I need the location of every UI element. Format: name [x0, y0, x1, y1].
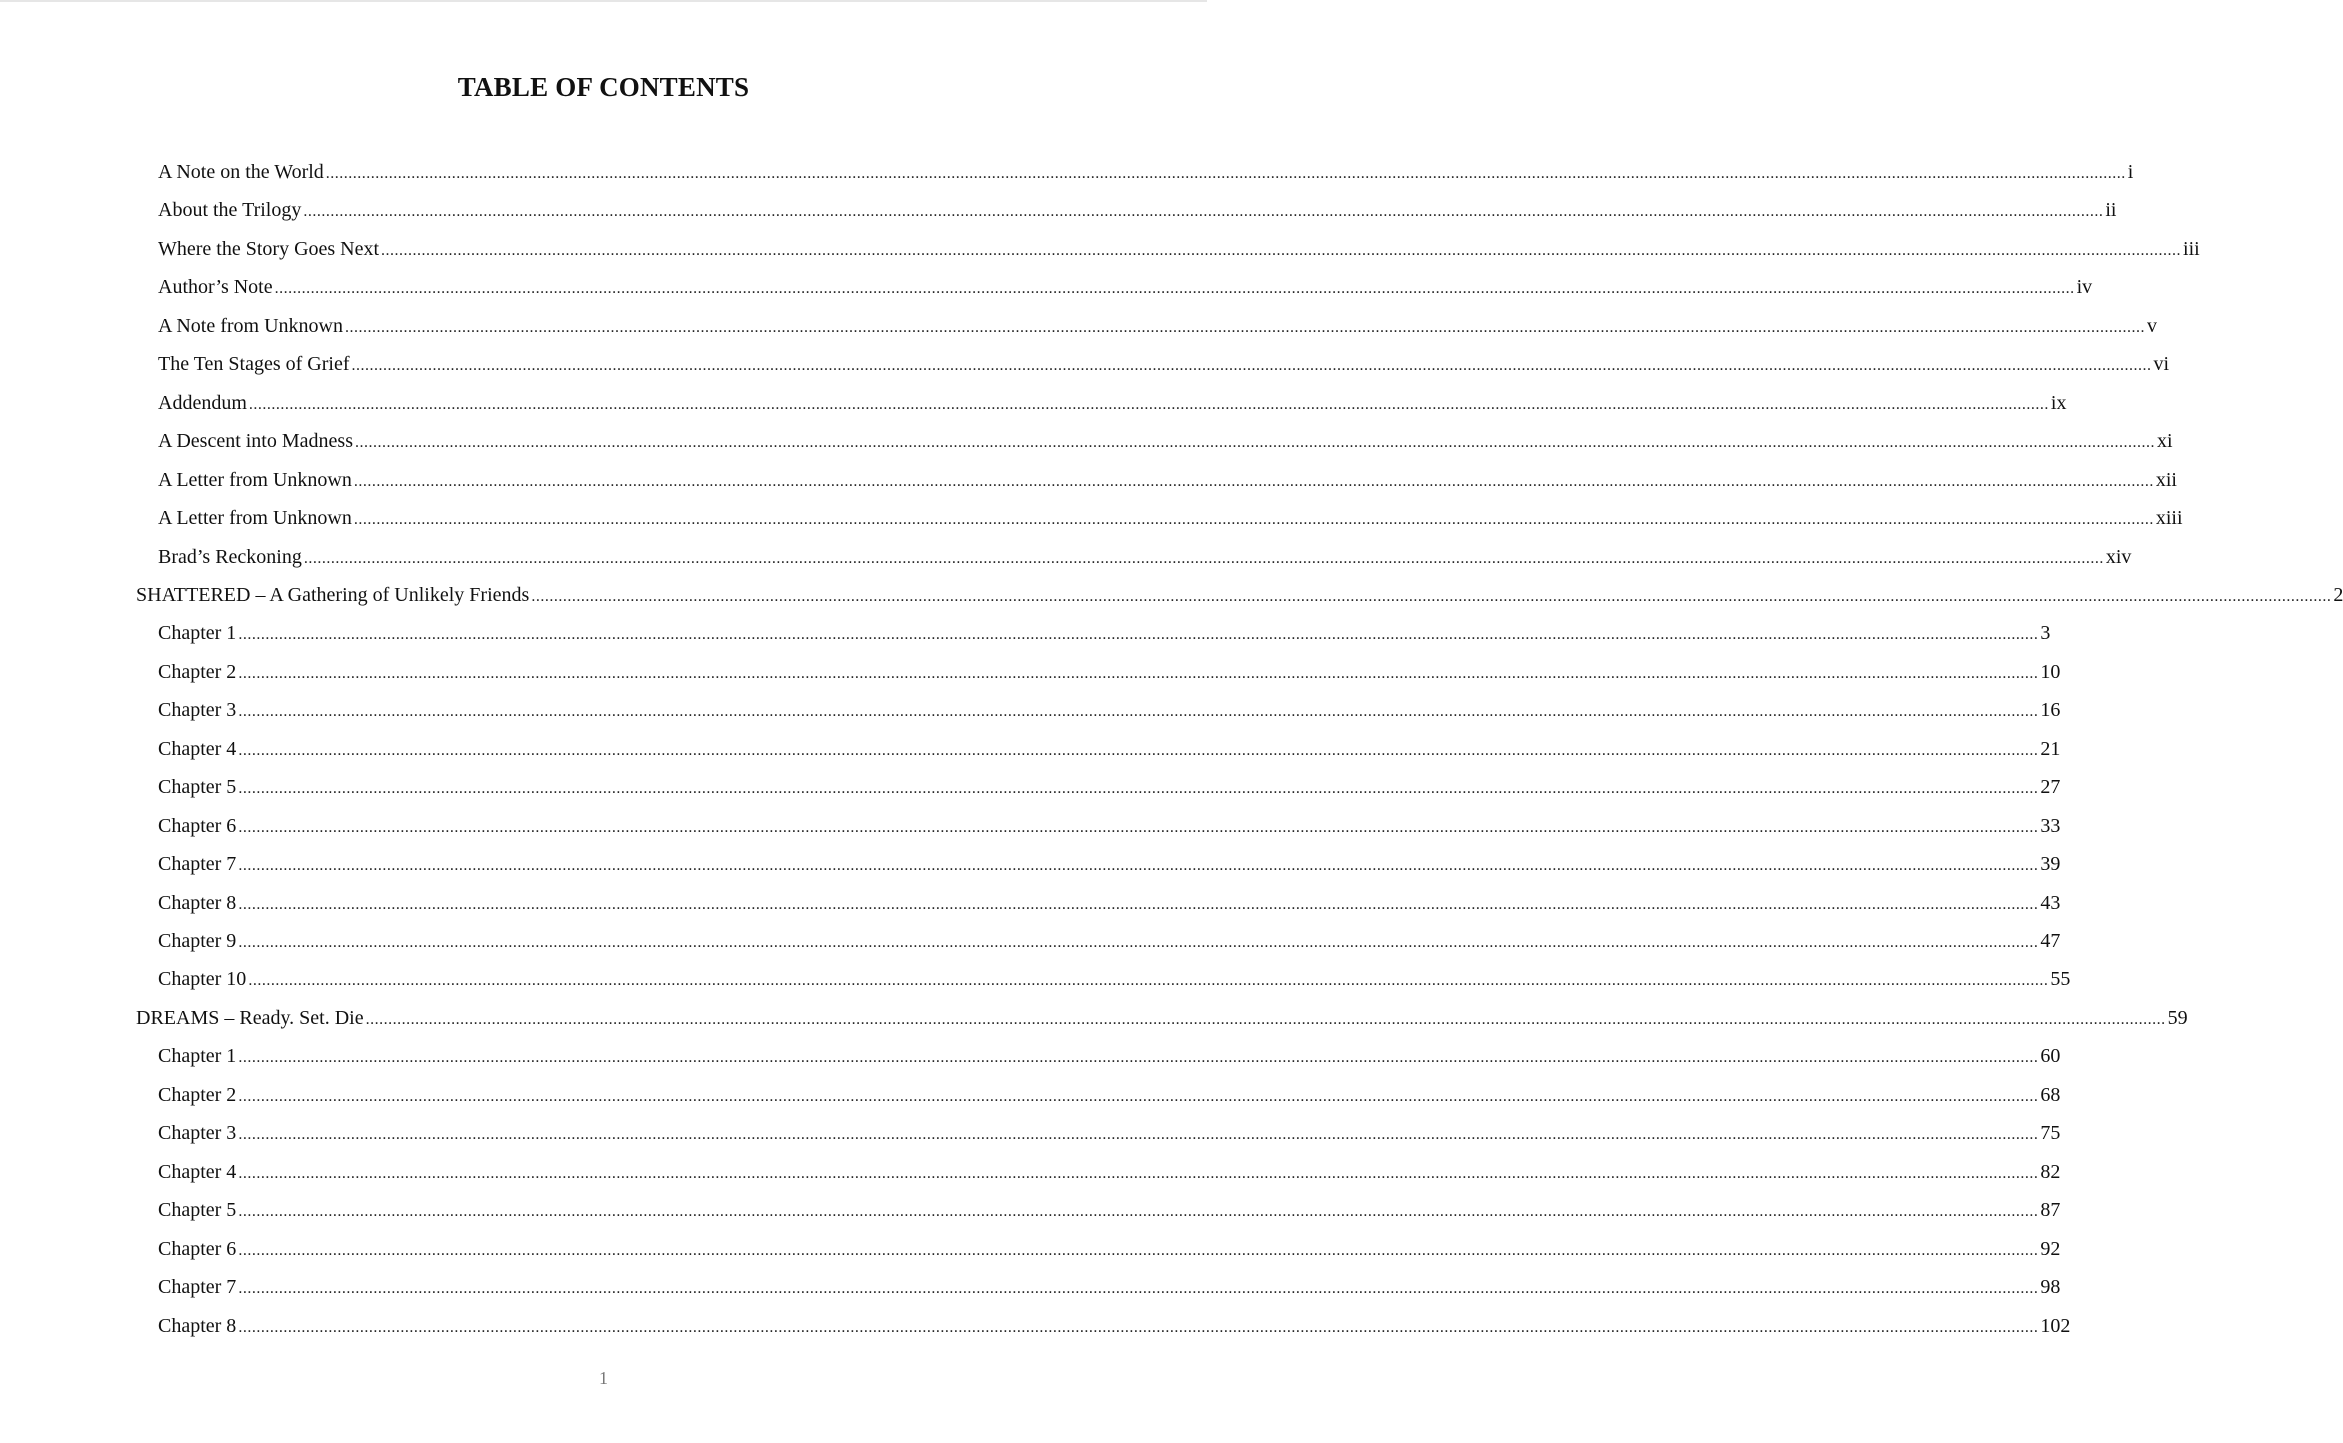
toc-dot-leader: ................................................................................................................................................................................................................................................................................................................................................................................................................: [238, 1318, 2039, 1336]
toc-entry-page-number: 82: [2040, 1160, 2061, 1183]
toc-entry-page-number: 75: [2040, 1122, 2061, 1145]
toc-entry-title: Chapter 7: [158, 853, 237, 876]
toc-entry-title: The Ten Stages of Grief: [158, 353, 350, 376]
toc-entry[interactable]: [158, 691, 2061, 729]
toc-entry[interactable]: [158, 884, 2061, 922]
page-number: 1: [599, 1368, 608, 1388]
toc-entry-title: Chapter 5: [158, 776, 237, 799]
toc-entry-page-number: ii: [2105, 199, 2117, 222]
toc-entry[interactable]: [158, 922, 2061, 960]
toc-entry-page-number: 60: [2040, 1045, 2061, 1068]
toc-entry-title: A Letter from Unknown: [158, 507, 352, 530]
page-top-edge: [0, 0, 1207, 2]
toc-entry-title: Chapter 2: [158, 1083, 237, 1106]
toc-dot-leader: ................................................................................................................................................................................................................................................................................................................................................................................................................: [238, 1126, 2039, 1144]
toc-entry[interactable]: [158, 653, 2061, 691]
toc-entry-title: Chapter 2: [158, 660, 237, 683]
toc-part-entry[interactable]: [136, 999, 2188, 1037]
toc-entry-page-number: 98: [2040, 1276, 2061, 1299]
toc-part-entry[interactable]: [136, 576, 2343, 614]
toc-entry-title: Chapter 3: [158, 699, 237, 722]
toc-dot-leader: ................................................................................................................................................................................................................................................................................................................................................................................................................: [248, 395, 2049, 413]
toc-entry[interactable]: [158, 538, 2132, 576]
toc-dot-leader: ................................................................................................................................................................................................................................................................................................................................................................................................................: [351, 357, 2152, 375]
toc-entry-page-number: 16: [2040, 699, 2061, 722]
toc-entry-title: Chapter 4: [158, 737, 237, 760]
toc-entry-title: About the Trilogy: [158, 199, 302, 222]
toc-entry-page-number: xiv: [2105, 545, 2132, 568]
toc-entry-title: Chapter 6: [158, 1237, 237, 1260]
toc-entry[interactable]: [158, 1037, 2061, 1075]
page-title: TABLE OF CONTENTS: [457, 72, 750, 102]
toc-entry-page-number: 59: [2167, 1006, 2188, 1029]
toc-dot-leader: ................................................................................................................................................................................................................................................................................................................................................................................................................: [238, 1280, 2039, 1298]
toc-dot-leader: ................................................................................................................................................................................................................................................................................................................................................................................................................: [238, 1203, 2039, 1221]
toc-entry-title: Author’s Note: [158, 276, 273, 299]
toc-entry-page-number: 27: [2040, 776, 2061, 799]
toc-entry-title: Chapter 7: [158, 1276, 237, 1299]
toc-entry-page-number: 92: [2040, 1237, 2061, 1260]
toc-entry[interactable]: [158, 614, 2051, 652]
toc-dot-leader: ................................................................................................................................................................................................................................................................................................................................................................................................................: [248, 972, 2049, 990]
toc-entry-page-number: 55: [2050, 968, 2071, 991]
toc-entry[interactable]: [158, 1153, 2061, 1191]
toc-entry-title: Where the Story Goes Next: [158, 237, 380, 260]
toc-dot-leader: ................................................................................................................................................................................................................................................................................................................................................................................................................: [274, 280, 2075, 298]
toc-entry-page-number: iii: [2183, 237, 2200, 260]
toc-dot-leader: ................................................................................................................................................................................................................................................................................................................................................................................................................: [238, 1087, 2039, 1105]
toc-entry[interactable]: [158, 960, 2071, 998]
toc-entry-page-number: ix: [2050, 391, 2067, 414]
toc-dot-leader: ................................................................................................................................................................................................................................................................................................................................................................................................................: [365, 1010, 2166, 1028]
toc-entry[interactable]: [158, 1268, 2061, 1306]
toc-entry-page-number: vi: [2153, 353, 2170, 376]
toc-entry[interactable]: [158, 422, 2173, 460]
toc-entry-page-number: iv: [2076, 276, 2093, 299]
toc-entry[interactable]: [158, 730, 2061, 768]
toc-entry-title: Chapter 8: [158, 1314, 237, 1337]
toc-entry-page-number: xi: [2156, 430, 2173, 453]
toc-entry-page-number: 33: [2040, 814, 2061, 837]
toc-dot-leader: ................................................................................................................................................................................................................................................................................................................................................................................................................: [353, 511, 2154, 529]
toc-dot-leader: ................................................................................................................................................................................................................................................................................................................................................................................................................: [303, 549, 2104, 567]
toc-entry[interactable]: [158, 1114, 2061, 1152]
toc-entry-page-number: 2: [2333, 583, 2343, 606]
toc-dot-leader: ................................................................................................................................................................................................................................................................................................................................................................................................................: [381, 241, 2182, 259]
toc-entry[interactable]: [158, 268, 2093, 306]
toc-entry-title: A Letter from Unknown: [158, 468, 352, 491]
toc-dot-leader: ................................................................................................................................................................................................................................................................................................................................................................................................................: [238, 818, 2039, 836]
toc-entry-title: Chapter 8: [158, 891, 237, 914]
toc-dot-leader: ................................................................................................................................................................................................................................................................................................................................................................................................................: [353, 472, 2154, 490]
toc-entry[interactable]: [158, 384, 2067, 422]
toc-entry[interactable]: [158, 1076, 2061, 1114]
toc-entry-page-number: 39: [2040, 853, 2061, 876]
toc-entry-title: Chapter 1: [158, 622, 237, 645]
toc-entry-page-number: 3: [2040, 622, 2051, 645]
toc-dot-leader: ................................................................................................................................................................................................................................................................................................................................................................................................................: [325, 165, 2126, 182]
toc-dot-leader: ................................................................................................................................................................................................................................................................................................................................................................................................................: [303, 203, 2104, 221]
toc-entry-page-number: 102: [2040, 1314, 2071, 1337]
toc-entry-title: A Descent into Madness: [158, 430, 353, 453]
toc-entry[interactable]: [158, 845, 2061, 883]
toc-dot-leader: ................................................................................................................................................................................................................................................................................................................................................................................................................: [238, 1164, 2039, 1182]
toc-dot-leader: ................................................................................................................................................................................................................................................................................................................................................................................................................: [238, 895, 2039, 913]
toc-entry-title: Brad’s Reckoning: [158, 545, 302, 568]
toc-entry-page-number: xiii: [2155, 507, 2183, 530]
toc-entry-title: Addendum: [158, 391, 247, 414]
toc-dot-leader: ................................................................................................................................................................................................................................................................................................................................................................................................................: [238, 626, 2039, 644]
toc-entry-title: Chapter 10: [158, 968, 247, 991]
toc-entry[interactable]: [158, 153, 2134, 191]
toc-entry-page-number: 68: [2040, 1083, 2061, 1106]
toc-dot-leader: ................................................................................................................................................................................................................................................................................................................................................................................................................: [238, 741, 2039, 759]
toc-entry-page-number: xii: [2155, 468, 2177, 491]
toc-entry[interactable]: [158, 1230, 2061, 1268]
toc-dot-leader: ................................................................................................................................................................................................................................................................................................................................................................................................................: [531, 587, 2332, 605]
toc-entry-title: Chapter 3: [158, 1122, 237, 1145]
toc-dot-leader: ................................................................................................................................................................................................................................................................................................................................................................................................................: [344, 318, 2145, 336]
toc-dot-leader: ................................................................................................................................................................................................................................................................................................................................................................................................................: [354, 434, 2155, 452]
toc-dot-leader: ................................................................................................................................................................................................................................................................................................................................................................................................................: [238, 934, 2039, 951]
toc-entry-title: A Note on the World: [158, 161, 324, 183]
toc-entry[interactable]: [158, 230, 2200, 268]
toc-entry[interactable]: [158, 191, 2117, 229]
toc-entry-title: Chapter 9: [158, 930, 237, 952]
toc-entry[interactable]: [158, 307, 2157, 345]
toc-entry[interactable]: [158, 768, 2061, 806]
toc-dot-leader: ................................................................................................................................................................................................................................................................................................................................................................................................................: [238, 857, 2039, 875]
toc-entry-page-number: i: [2127, 161, 2134, 183]
toc-entry-page-number: 21: [2040, 737, 2061, 760]
toc-entry[interactable]: [158, 499, 2183, 537]
toc-entry-title: SHATTERED – A Gathering of Unlikely Friends: [136, 583, 530, 606]
toc-entry-page-number: 47: [2040, 930, 2061, 952]
toc-entry[interactable]: [158, 345, 2170, 383]
toc-entry[interactable]: [158, 1307, 2071, 1345]
toc-entry[interactable]: [158, 461, 2177, 499]
toc-dot-leader: ................................................................................................................................................................................................................................................................................................................................................................................................................: [238, 780, 2039, 798]
toc-entry-title: DREAMS – Ready. Set. Die: [136, 1006, 364, 1029]
toc-dot-leader: ................................................................................................................................................................................................................................................................................................................................................................................................................: [238, 1049, 2039, 1067]
toc-dot-leader: ................................................................................................................................................................................................................................................................................................................................................................................................................: [238, 664, 2039, 682]
toc-entry-page-number: v: [2146, 314, 2157, 337]
toc-entry-title: Chapter 5: [158, 1199, 237, 1222]
toc-entry[interactable]: [158, 1191, 2061, 1229]
toc-entry-page-number: 43: [2040, 891, 2061, 914]
toc-entry-title: A Note from Unknown: [158, 314, 343, 337]
toc-entry-page-number: 10: [2040, 660, 2061, 683]
toc-entry-title: Chapter 1: [158, 1045, 237, 1068]
toc-dot-leader: ................................................................................................................................................................................................................................................................................................................................................................................................................: [238, 703, 2039, 721]
toc-entry-title: Chapter 6: [158, 814, 237, 837]
toc-dot-leader: ................................................................................................................................................................................................................................................................................................................................................................................................................: [238, 1241, 2039, 1259]
toc-entry-page-number: 87: [2040, 1199, 2061, 1222]
toc-entry-title: Chapter 4: [158, 1160, 237, 1183]
toc-entry[interactable]: [158, 807, 2061, 845]
